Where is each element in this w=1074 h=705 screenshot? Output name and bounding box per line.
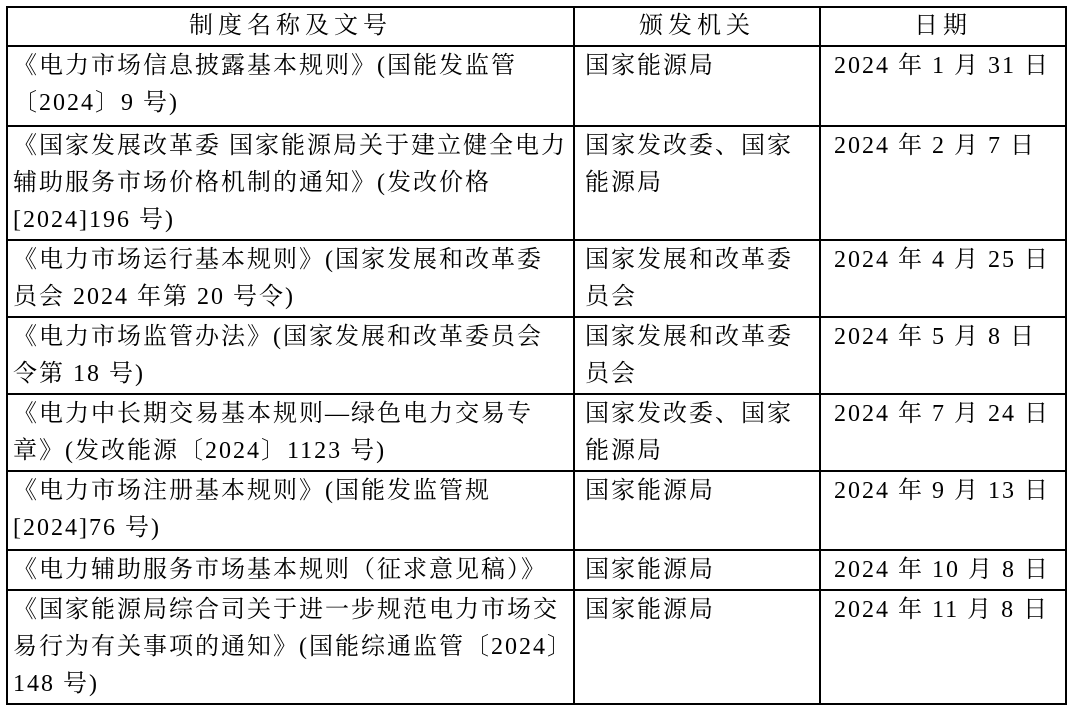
cell-regulation-name: 《电力市场运行基本规则》(国家发展和改革委员会 2024 年第 20 号令) — [7, 240, 574, 317]
cell-issuing-agency: 国家发展和改革委员会 — [574, 240, 820, 317]
cell-issuing-agency: 国家发展和改革委员会 — [574, 317, 820, 394]
table-row — [7, 471, 1066, 550]
cell-regulation-name: 《电力市场信息披露基本规则》(国能发监管〔2024〕9 号) — [7, 46, 574, 126]
cell-date: 2024 年 4 月 25 日 — [820, 240, 1066, 317]
table-row — [7, 394, 1066, 471]
regulations-table — [6, 6, 1067, 705]
cell-date: 2024 年 5 月 8 日 — [820, 317, 1066, 394]
cell-regulation-name: 《电力中长期交易基本规则—绿色电力交易专章》(发改能源〔2024〕1123 号) — [7, 394, 574, 471]
cell-date: 2024 年 10 月 8 日 — [820, 550, 1066, 590]
table-row — [7, 46, 1066, 126]
cell-issuing-agency: 国家能源局 — [574, 471, 820, 550]
cell-date: 2024 年 9 月 13 日 — [820, 471, 1066, 550]
table-row — [7, 240, 1066, 317]
header-date: 日期 — [820, 7, 1066, 46]
cell-regulation-name: 《国家发展改革委 国家能源局关于建立健全电力辅助服务市场价格机制的通知》(发改价格[2024]196 号) — [7, 126, 574, 240]
table-row — [7, 317, 1066, 394]
header-issuing-agency: 颁发机关 — [574, 7, 820, 46]
table-row — [7, 126, 1066, 240]
cell-regulation-name: 《电力市场监管办法》(国家发展和改革委员会令第 18 号) — [7, 317, 574, 394]
table-row — [7, 550, 1066, 590]
cell-issuing-agency: 国家发改委、国家能源局 — [574, 126, 820, 240]
cell-issuing-agency: 国家能源局 — [574, 46, 820, 126]
cell-date: 2024 年 1 月 31 日 — [820, 46, 1066, 126]
cell-regulation-name: 《电力辅助服务市场基本规则（征求意见稿）》 — [7, 550, 574, 590]
cell-issuing-agency: 国家能源局 — [574, 550, 820, 590]
cell-date: 2024 年 2 月 7 日 — [820, 126, 1066, 240]
header-row — [7, 7, 1066, 46]
header-regulation-name: 制度名称及文号 — [7, 7, 574, 46]
cell-regulation-name: 《国家能源局综合司关于进一步规范电力市场交易行为有关事项的通知》(国能综通监管〔2024〕148 号) — [7, 590, 574, 704]
cell-date: 2024 年 7 月 24 日 — [820, 394, 1066, 471]
cell-regulation-name: 《电力市场注册基本规则》(国能发监管规[2024]76 号) — [7, 471, 574, 550]
table-row — [7, 590, 1066, 704]
cell-issuing-agency: 国家能源局 — [574, 590, 820, 704]
cell-date: 2024 年 11 月 8 日 — [820, 590, 1066, 704]
cell-issuing-agency: 国家发改委、国家能源局 — [574, 394, 820, 471]
